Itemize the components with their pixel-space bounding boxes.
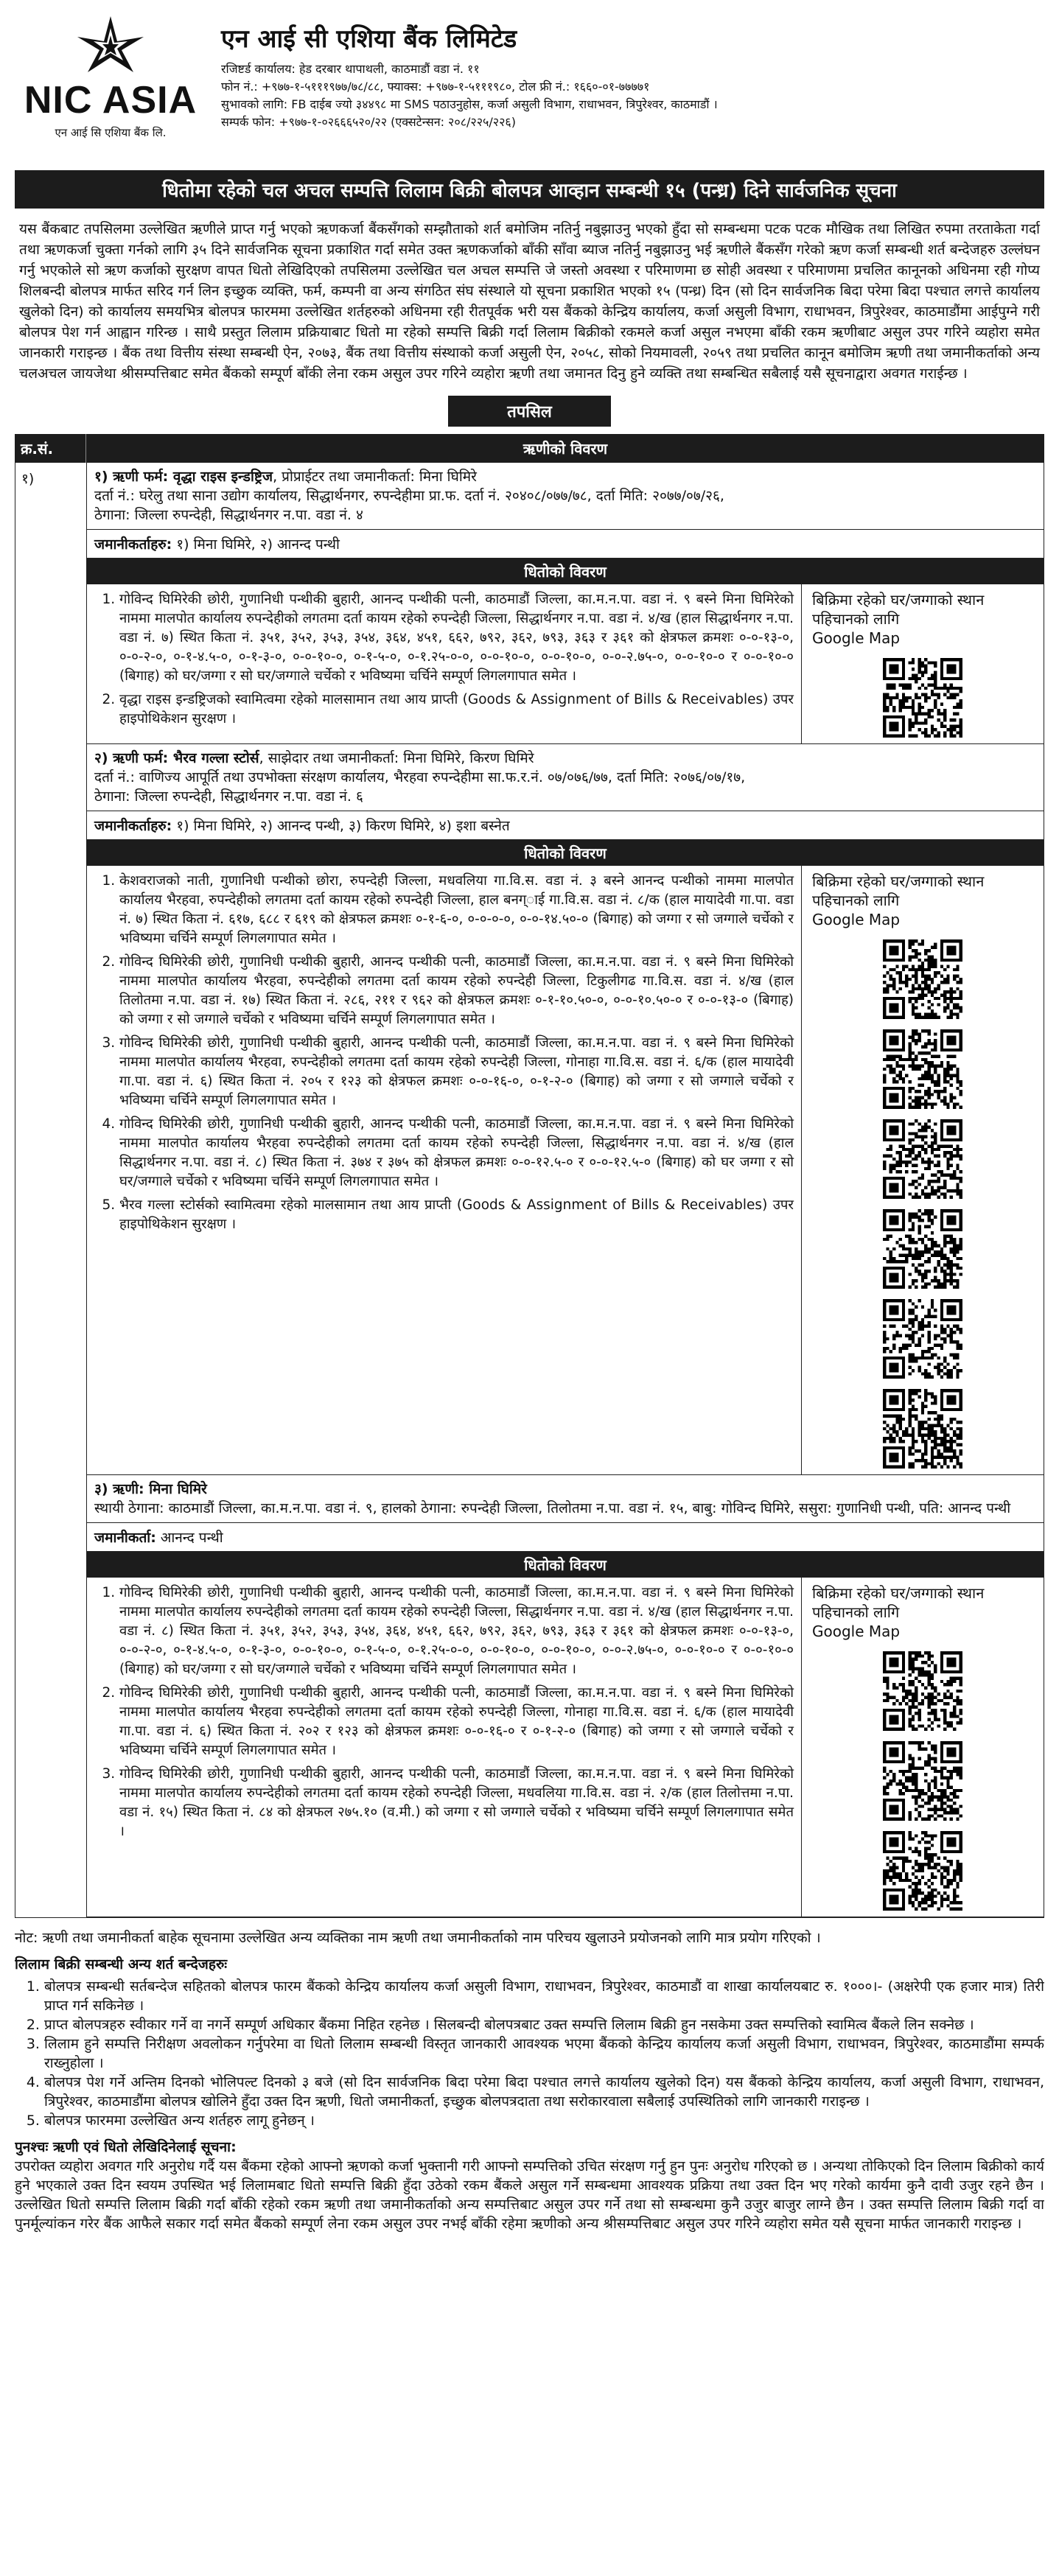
map-qr-note: बिक्रिमा रहेको घर/जग्गाको स्थान पहिचानको लागि: [812, 591, 985, 628]
terms-list: [15, 1977, 1044, 2130]
borrower-party: [87, 744, 1044, 811]
table-row: [15, 463, 1044, 1918]
borrower-address: ठेगाना: जिल्ला रुपन्देही, सिद्धार्थनगर न.पा. वडा नं. ६: [94, 788, 363, 805]
google-map-label: Google Map: [812, 911, 901, 928]
collateral-body: [87, 584, 1044, 744]
terms-title: लिलाम बिक्री सम्बन्धी अन्य शर्त बन्देजहरुः: [15, 1956, 228, 1973]
guarantors-list: आनन्द पन्थी: [155, 1530, 223, 1546]
borrower-groups: [87, 463, 1044, 1917]
collateral-body: [87, 866, 1044, 1475]
term-item: 4. बोलपत्र पेश गर्ने अन्तिम दिनको भोलिपल्ट दिनको ३ बजे (सो दिन सार्वजनिक बिदा परेमा बिदा पश्चात लगत्ते कार्यालय खुलेको दिन) यस बैंकको केन्द्रिय कार्यालय, कर्जा असुली विभाग, राधाभवन, त्रिपुरेश्वर, काठमाडौंमा बोलपत्र खोलिने हुँदा उक्त दिन ऋणी, धितो जमानीकर्ता, इच्छुक बोलपत्रदाता तथा सरोकारवाला सबैलाई उपस्थितिको लागि जानकारी गराइन्छ ।: [44, 2073, 1044, 2111]
tapsil-wrap: [15, 396, 1044, 427]
term-item: 5. बोलपत्र फारममा उल्लेखित अन्य शर्तहरु लागू हुनेछन् ।: [44, 2111, 1044, 2130]
map-qr-column: [802, 584, 1044, 743]
tapsil-label: तपसिल: [448, 396, 611, 427]
bank-office: रजिष्टर्ड कार्यालय: हेड दरबार थापाथली, काठमाडौं वडा नं. ११: [221, 62, 480, 76]
collateral-items: [87, 584, 802, 743]
again-text: उपरोक्त व्यहोरा अवगत गरि अनुरोध गर्दै यस बैंकमा रहेको आफ्नो ऋणको कर्जा भुक्तानी गरी आफ्नो सम्पत्तिको उचित संरक्षण गर्नु हुन पुनः अनुरोध गरिएको छ । अन्यथा तोकिएको दिन लिलाम बिक्रीको कार्य हुने भएकाले उक्त दिन स्वयम उपस्थित भई लिलामबाट धितो सम्पत्ति बिक्री हुँदा उठेको रकम बैंकले असुल गर्ने सम्बन्धमा आवश्यक प्रक्रिया तथा उक्त दिन भए गरेको कार्यमा कुनै दावी उजुर रहने छैन । उल्लेखित धितो सम्पत्ति लिलाम बिक्री गर्दा बाँकी रहेको रकम ऋणी तथा जमानीकर्ताको अन्य सम्पत्तिबाट असुल उपर गर्ने तथा सो सम्बन्धमा कुनै उजुर बाजुर लाग्ने छैन । उक्त सम्पत्ति लिलाम बिक्री गर्दा वा पुनर्मूल्यांकन गरेर बैंक आफैले सकार गर्दा समेत बैंकको सम्पूर्ण लेना रकम असुल उपर नभई बाँकी रहेमा ऋणीको अन्य श्रीसम्पत्तिबाट असुल उपर गरिने व्यहोरा समेत यसै सूचना मार्फत जानकारी गराइन्छ ।: [15, 2158, 1044, 2232]
guarantors-label: जमानीकर्ता:: [94, 1530, 156, 1546]
note-text: नोट: ऋणी तथा जमानीकर्ता बाहेक सूचनामा उल्लेखित अन्य व्यक्तिका नाम ऋणी तथा जमानीकर्ताको नाम परिचय खुलाउने प्रयोजनको लागि मात्र प्रयोग गरिएको ।: [15, 1930, 821, 1946]
collateral-item: 3. गोविन्द घिमिरेकी छोरी, गुणानिधी पन्थीकी बुहारी, आनन्द पन्थीकी पत्नी, काठमाडौं जिल्ला, का.म.न.पा. वडा नं. ९ बस्ने मिना घिमिरेको नाममा मालपोत कार्यालय रुपन्देहीको लगतमा दर्ता कायम रहेको रुपन्देही जिल्ला, मधवलिया गा.वि.स. वडा नं. २/क (हाल तिलोत्तमा न.पा. वडा नं. १५) स्थित किता नं. ८४ को क्षेत्रफल २७५.१० (व.मी.) को जग्गा र सो जग्गाले चर्चेको र भविष्यमा चर्चिने सम्पूर्ण लिगलगापात समेत ।: [119, 1765, 794, 1841]
map-qr-code[interactable]: [883, 1029, 962, 1109]
table-header: [15, 434, 1044, 463]
collateral-item: 4. गोविन्द घिमिरेकी छोरी, गुणानिधी पन्थीकी बुहारी, आनन्द पन्थीकी पत्नी, काठमाडौं जिल्ला, का.म.न.पा. वडा नं. ९ बस्ने मिना घिमिरेको नाममा मालपोत कार्यालय भैरहवा रुपन्देहीको लगतमा दर्ता कायम रहेको रुपन्देही जिल्ला, सिद्धार्थनगर न.पा. वडा नं. ४/ख (हाल सिद्धार्थनगर न.पा. वडा नं. ८) स्थित किता नं. ३७४ र ३७५ को क्षेत्रफल क्रमशः ०-०-१२.५-० र ०-०-१२.५-० (बिगाह) को घर जग्गा र सो घर/जग्गाले चर्चेको र भविष्यमा चर्चिने सम्पूर्ण लिगलगापात समेत ।: [119, 1115, 794, 1191]
map-qr-column: [802, 866, 1044, 1474]
bank-contact-person: सम्पर्क फोन: +९७७-१-०२६६६५२०/२२ (एक्सटेन्सन: २०८/२२५/२२६): [221, 115, 516, 129]
collateral-item: 1. गोविन्द घिमिरेकी छोरी, गुणानिधी पन्थीकी बुहारी, आनन्द पन्थीकी पत्नी, काठमाडौं जिल्ला, का.म.न.पा. वडा नं. ९ बस्ने मिना घिमिरेको नाममा मालपोत कार्यालय रुपन्देहीको लगतमा दर्ता कायम रहेको रुपन्देही जिल्ला, सिद्धार्थनगर न.पा. वडा नं. ४/ख (हाल सिद्धार्थनगर न.पा. वडा नं. ७) स्थित किता नं. ३५१, ३५२, ३५३, ३५४, ३६४, ४५१, ६६२, ७९२, ३६२, ७९३, ३६३ र ३६१ को क्षेत्रफल क्रमशः ०-०-१३-०, ०-०-२-०, ०-१-४.५-०, ०-१-३-०, ०-०-१०-०, ०-१-५-०, ०-१.२५-०-०, ०-०-१०-०, ०-०-१०-०, ०-०-२.७५-०, ०-०-१०-० र ०-०-१०-० (बिगाह) को घर/जग्गा र सो घर/जग्गाले चर्चेको र भविष्यमा चर्चिने सम्पूर्ण लिगलगापात समेत ।: [119, 590, 794, 686]
collateral-item: 2. गोविन्द घिमिरेकी छोरी, गुणानिधी पन्थीकी बुहारी, आनन्द पन्थीकी पत्नी, काठमाडौं जिल्ला, का.म.न.पा. वडा नं. ९ बस्ने मिना घिमिरेको नाममा मालपोत कार्यालय भैरहवा, रुपन्देहीको लगतमा दर्ता कायम रहेको रुपन्देही जिल्ला, टिकुलीगढ गा.वि.स. वडा नं. ४/ख (हाल तिलोतमा न.पा. वडा नं. १७) स्थित किता नं. २८६, २११ र ९६२ को क्षेत्रफल क्रमशः ०-१-१०.५०-०, ०-०-१०.५०-० र ०-०-१३-० (बिगाह) को जग्गा र सो जग्गाले चर्चेको र भविष्यमा चर्चिने सम्पूर्ण लिगलगापात समेत ।: [119, 953, 794, 1029]
notice-page: [15, 15, 1044, 2547]
qr-list: [812, 1651, 1033, 1911]
bank-info: [221, 15, 1044, 131]
map-qr-column: [802, 1578, 1044, 1917]
term-item: 1. बोलपत्र सम्बन्धी सर्तबन्देज सहितको बोलपत्र फारम बैंकको केन्द्रिय कार्यालय कर्जा असुली विभाग, राधाभवन, त्रिपुरेश्वर, काठमाडौं वा शाखा कार्यालयबाट रु. १०००।- (अक्षरेपी एक हजार मात्र) तिरी प्राप्त गर्न सकिनेछ ।: [44, 1977, 1044, 2015]
guarantors-list: १) मिना घिमिरे, २) आनन्द पन्थी: [172, 536, 340, 553]
borrower-role: , साझेदार तथा जमानीकर्ता: मिना घिमिरे, किरण घिमिरे: [259, 750, 534, 766]
map-qr-code[interactable]: [883, 1651, 962, 1731]
notes-section: [15, 1928, 1044, 2233]
bank-contact: फोन नं.: +९७७-१-५१११९७७/७८/८८, फ्याक्स: +९७७-१-५१११९८०, टोल फ्री नं.: १६६०-०१-७७७७१: [221, 80, 650, 94]
bank-logo: [15, 15, 206, 140]
borrower-registration: दर्ता नं.: घरेलु तथा साना उद्योग कार्यालय, सिद्धार्थनगर, रुपन्देहीमा प्रा.फ. दर्ता नं. २०४०८/०७७/७८, दर्ता मिति: २०७७/०७/२६,: [94, 488, 724, 504]
guarantors: [87, 811, 1044, 840]
collateral-item: 2. गोविन्द घिमिरेकी छोरी, गुणानिधी पन्थीकी बुहारी, आनन्द पन्थीकी पत्नी, काठमाडौं जिल्ला, का.म.न.पा. वडा नं. ९ बस्ने मिना घिमिरेको नाममा मालपोत कार्यालय भैरहवा रुपन्देहीको लगतमा दर्ता कायम रहेको रुपन्देही जिल्ला, गोनाहा गा.वि.स. वडा नं. ६/क (हाल मायादेवी गा.पा. वडा नं. ६) स्थित किता नं. २०२ र १२३ को क्षेत्रफल क्रमशः ०-०-१६-० र ०-१-२-० (बिगाह) को जग्गा र सो जग्गाले चर्चेको र भविष्यमा चर्चिने सम्पूर्ण लिगलगापात समेत ।: [119, 1684, 794, 1760]
map-qr-code[interactable]: [883, 1389, 962, 1469]
collateral-list: [94, 1583, 794, 1841]
collateral-item: 1. केशवराजको नाती, गुणानिधी पन्थीको छोरा, रुपन्देही जिल्ला, मधवलिया गा.वि.स. वडा नं. ३ बस्ने आनन्द पन्थीको नाममा मालपोत कार्यालय भैरहवा, रुपन्देहीको लगतमा दर्ता कायम रहेको रुपन्देही जिल्ला, हाल बनग्ाई गा.वि.स. वडा नं. ८/क (हाल मायादेवी गा.पा. वडा नं. ७) स्थित किता नं. ६१७, ६८८ र ६१९ को क्षेत्रफल क्रमशः ०-१-६-०, ०-०-०-०, ०-०-१४.५०-० (बिगाह) को जग्गा र सो जग्गाले चर्चेको र भविष्यमा चर्चिने सम्पूर्ण लिगलगापात समेत ।: [119, 872, 794, 948]
collateral-item: 5. भैरव गल्ला स्टोर्सको स्वामित्वमा रहेको मालसामान तथा आय प्राप्ती (Goods & Assignment of Bills & Receivables) उपर हाइपोथिकेशन सुरक्षण ।: [119, 1196, 794, 1234]
collateral-items: [87, 1578, 802, 1917]
map-qr-code[interactable]: [883, 1831, 962, 1911]
map-qr-code[interactable]: [883, 1741, 962, 1821]
collateral-items: [87, 866, 802, 1474]
bank-name: एन आई सी एशिया बैंक लिमिटेड: [221, 24, 517, 54]
logo-brand: NIC ASIA: [24, 79, 198, 122]
collateral-header: धितोको विवरण: [87, 559, 1044, 584]
term-item: 3. लिलाम हुने सम्पत्ति निरीक्षण अवलोकन गर्नुपरेमा वा धितो लिलाम सम्बन्धी विस्तृत जानकारी आवश्यक भएमा बैंकको केन्द्रिय कार्यालय कर्जा असुली विभाग, राधाभवन, त्रिपुरेश्वर, काठमाडौंमा सम्पर्क राख्नुहोला ।: [44, 2034, 1044, 2073]
guarantors-list: १) मिना घिमिरे, २) आनन्द पन्थी, ३) किरण घिमिरे, ४) इशा बस्नेत: [172, 818, 510, 834]
header: [15, 15, 1044, 166]
logo-tagline: एन आई सि एशिया बैंक लि.: [55, 126, 167, 139]
guarantors-label: जमानीकर्ताहरु:: [94, 536, 172, 553]
again-title: पुनश्चः ऋणी एवं धितो लेखिदिनेलाई सूचना:: [15, 2139, 237, 2155]
qr-list: [812, 939, 1033, 1469]
map-qr-code[interactable]: [883, 1119, 962, 1199]
guarantors-label: जमानीकर्ताहरु:: [94, 818, 172, 834]
nic-asia-star-icon: [70, 15, 151, 74]
guarantors: [87, 530, 1044, 559]
map-qr-code[interactable]: [883, 1209, 962, 1289]
serial-number: १): [15, 463, 87, 1917]
borrower-registration: स्थायी ठेगाना: काठमाडौं जिल्ला, का.म.न.पा. वडा नं. ९, हालको ठेगाना: रुपन्देही जिल्ला, तिलोतमा न.पा. वडा नं. १५, बाबु: गोविन्द घिमिरे, ससुरा: गुणानिधी पन्थी, पति: आनन्द पन्थी: [94, 1500, 1011, 1516]
borrower-registration: दर्ता नं.: वाणिज्य आपूर्ति तथा उपभोक्ता संरक्षण कार्यालय, भैरहवा रुपन्देहीमा सा.फ.र.नं. ०७/०७६/७७, दर्ता मिति: २०७६/०७/१७,: [94, 769, 746, 785]
map-qr-note: बिक्रिमा रहेको घर/जग्गाको स्थान पहिचानको लागि: [812, 1584, 985, 1621]
bank-sms: सुभावको लागि: FB दाईब ज्यो ३४४९८ मा SMS पठाउनुहोस, कर्जा असुली विभाग, राधाभवन, त्रिपुरेश्वर, काठमाडौं ।: [221, 97, 718, 111]
borrower-name: १) ऋणी फर्म: वृद्धा राइस इन्डष्ट्रिज: [94, 469, 273, 485]
collateral-item: 2. वृद्धा राइस इन्डष्ट्रिजको स्वामित्वमा रहेको मालसामान तथा आय प्राप्ती (Goods & Assignment of Bills & Receivables) उपर हाइपोथिकेशन सुरक्षण ।: [119, 690, 794, 729]
collateral-header: धितोको विवरण: [87, 840, 1044, 866]
google-map-label: Google Map: [812, 1623, 901, 1640]
map-qr-code[interactable]: [883, 939, 962, 1019]
qr-list: [812, 658, 1033, 738]
notice-intro: यस बैंकबाट तपसिलमा उल्लेखित ऋणीले प्राप्त गर्नु भएको ऋणकर्जा बैंकसँगको सम्झौताको शर्त बमोजिम नतिर्नु नबुझाउनु भएको हुँदा सो सम्बन्धमा पटक पटक मौखिक तथा लिखित रुपमा तरताकेता गर्दा तथा ऋणकर्जा चुक्ता गर्नको लागि ३५ दिने सार्वजनिक सूचना प्रकाशित गर्दा समेत उक्त ऋणकर्जाको बाँकी साँवा ब्याज नतिर्नु नबुझाउनु भई ऋणीले बैंकसँग गरेको ऋण कर्जा सम्बन्धी शर्त बन्देजहरु उल्लंघन गर्नु भएकोले सो ऋण कर्जाको सुरक्षण वापत धितो लेखिदिएको तपसिलमा उल्लेखित चल अचल सम्पत्ति जे जस्तो अवस्था र परिमाणमा छ सोही अवस्था र परिमाणमा प्रचलित कानूनको अधिनमा रही गोप्य शिलबन्दी बोलपत्र मार्फत सरिद गर्न लिन इच्छुक व्यक्ति, फर्म, कम्पनी वा अन्य संगठित संघ संस्थाले यो सूचना प्रकाशित भएको १५ (पन्ध्र) दिन (सो दिन सार्वजनिक बिदा परेमा बिदा पश्चात लगत्ते कार्यालय खुलेको दिन) को कार्यालय समयभित्र बोलपत्र फारममा उल्लेखित शर्तहरुको अधिनमा रही रीतपूर्वक भरी यस बैंकको केन्द्रिय कार्यालय, कर्जा असुली विभाग, राधाभवन, त्रिपुरेश्वर, काठमाडौंमा आईपुग्ने गरी बोलपत्र पेश गर्न आह्वान गरिन्छ । साथै प्रस्तुत लिलाम प्रक्रियाबाट धितो मा रहेको सम्पत्ति बिक्री गर्दा लिलाम बिक्रीको रकमले कर्जा असुल नभएमा बाँकी रकम ऋणीबाट असुल उपर गरिने व्यहोरा समेत जानकारी गराइन्छ । बैंक तथा वित्तीय संस्था सम्बन्धी ऐन, २०७३, बैंक तथा वित्तीय संस्थाको कर्जा असुली ऐन, २०५८, सोको नियमावली, २०५९ तथा प्रचलित कानून बमोजिम ऋणी तथा जमानीकर्ताको अन्य चलअचल जायजेथा श्रीसम्पत्तिबाट समेत बैंकको सम्पूर्ण बाँकी लेना रकम असुल उपर गरिने व्यहोरा ऋणी तथा जमानत दिनु हुने व्यक्ति तथा सम्बन्धित सबैलाई यसै सूचनाद्वारा अवगत गराईन्छ ।: [19, 221, 1040, 382]
collateral-header: धितोको विवरण: [87, 1552, 1044, 1578]
term-item: 2. प्राप्त बोलपत्रहरु स्वीकार गर्ने वा नगर्ने सम्पूर्ण अधिकार बैंकमा निहित रहनेछ । सिलबन्दी बोलपत्रबाट उक्त सम्पत्ति लिलाम बिक्री हुन नसकेमा उक्त सम्पत्तिको स्वामित्व बैंकले लिन सक्नेछ ।: [44, 2015, 1044, 2034]
map-qr-code[interactable]: [883, 1299, 962, 1379]
borrower-name: २) ऋणी फर्म: भैरव गल्ला स्टोर्स: [94, 750, 259, 766]
collateral-list: [94, 590, 794, 729]
guarantors: [87, 1523, 1044, 1552]
borrower-name: ३) ऋणी: मिना घिमिरे: [94, 1481, 207, 1497]
borrower-party: [87, 1475, 1044, 1523]
sn-header: क्र.सं.: [15, 434, 86, 463]
borrower-role: , प्रोप्राईटर तथा जमानीकर्ता: मिना घिमिरे: [273, 469, 477, 485]
collateral-item: 1. गोविन्द घिमिरेकी छोरी, गुणानिधी पन्थीकी बुहारी, आनन्द पन्थीकी पत्नी, काठमाडौं जिल्ला, का.म.न.पा. वडा नं. ९ बस्ने मिना घिमिरेको नाममा मालपोत कार्यालय रुपन्देहीको लगतमा दर्ता कायम रहेको रुपन्देही जिल्ला, सिद्धार्थनगर न.पा. वडा नं. ४/ख (हाल सिद्धार्थनगर न.पा. वडा नं. ८) स्थित किता नं. ३५१, ३५२, ३५३, ३५४, ३६४, ४५१, ६६२, ७९२, ३६२, ७९३, ३६३ र ३६१ को क्षेत्रफल क्रमशः ०-०-१३-०, ०-०-२-०, ०-१-४.५-०, ०-१-३-०, ०-०-१०-०, ०-१-५-०, ०-१.२५-०-०, ०-०-१०-०, ०-०-१०-०, ०-०-२.७५-०, ०-०-१०-० र ०-०-१०-० (बिगाह) को घर/जग्गा र सो घर/जग्गाले चर्चेको र भविष्यमा चर्चिने सम्पूर्ण लिगलगापात समेत ।: [119, 1583, 794, 1679]
details-header: ऋणीको विवरण: [522, 440, 608, 458]
borrower-address: ठेगाना: जिल्ला रुपन्देही, सिद्धार्थनगर न.पा. वडा नं. ४: [94, 507, 363, 523]
notice-title: धितोमा रहेको चल अचल सम्पत्ति लिलाम बिक्री बोलपत्र आव्हान सम्बन्धी १५ (पन्ध्र) दिने सार्वजनिक सूचना: [15, 170, 1044, 209]
collateral-list: [94, 872, 794, 1234]
map-qr-note: बिक्रिमा रहेको घर/जग्गाको स्थान पहिचानको लागि: [812, 872, 985, 909]
google-map-label: Google Map: [812, 629, 901, 647]
borrower-party: [87, 463, 1044, 530]
collateral-item: 3. गोविन्द घिमिरेकी छोरी, गुणानिधी पन्थीकी बुहारी, आनन्द पन्थीकी पत्नी, काठमाडौं जिल्ला, का.म.न.पा. वडा नं. ९ बस्ने मिना घिमिरेको नाममा मालपोत कार्यालय भैरहवा, रुपन्देहीको लगतमा दर्ता कायम रहेको रुपन्देही जिल्ला, गोनाहा गा.वि.स. वडा नं. ६/क (हाल मायादेवी गा.पा. वडा नं. ६) स्थित किता नं. २०५ र १२३ को क्षेत्रफल क्रमशः ०-०-१६-०, ०-१-२-० (बिगाह) को जग्गा र सो जग्गाले चर्चेको र भविष्यमा चर्चिने सम्पूर्ण लिगलगापात समेत ।: [119, 1034, 794, 1110]
map-qr-code[interactable]: [883, 658, 962, 738]
collateral-body: [87, 1578, 1044, 1917]
